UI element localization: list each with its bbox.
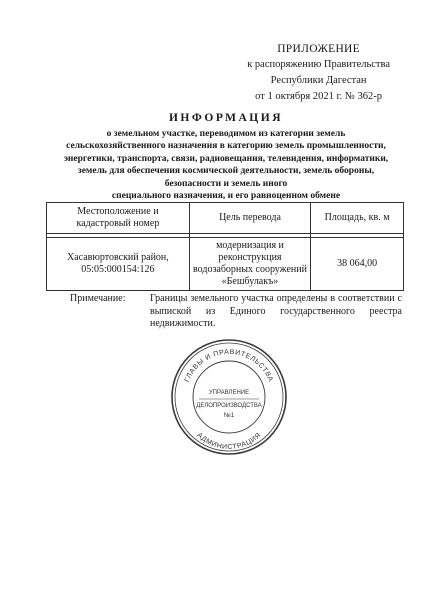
header-area: Площадь, кв. м bbox=[311, 203, 404, 234]
cell-location bbox=[47, 238, 190, 291]
header-location bbox=[47, 203, 190, 234]
header-location-line-2: кадастровый номер bbox=[76, 218, 160, 229]
stamp-ring-bottom-text: АДМИНИСТРАЦИЯ bbox=[195, 431, 263, 452]
heading-line-5: безопасности и земель иного bbox=[164, 178, 288, 189]
land-info-table bbox=[46, 202, 404, 291]
info-heading bbox=[50, 112, 402, 203]
heading-line-1: о земельном участке, переводимом из категории земель bbox=[106, 128, 346, 139]
location-district: Хасавюртовский район, bbox=[67, 252, 169, 263]
heading-line-3: энергетики, транспорта, связи, радиовещания, телевидения, информатики, bbox=[63, 153, 389, 164]
stamp-center-line-3: №1 bbox=[223, 412, 235, 419]
header-purpose: Цель перевода bbox=[189, 203, 310, 234]
cell-area: 38 064,00 bbox=[311, 238, 404, 291]
table-header-row bbox=[47, 203, 404, 234]
cadastral-number: 05:05:000154:126 bbox=[81, 264, 155, 275]
info-title: ИНФОРМАЦИЯ bbox=[168, 112, 283, 124]
cell-purpose bbox=[189, 238, 310, 291]
stamp-ring-top-text: ГЛАВЫ И ПРАВИТЕЛЬСТВА bbox=[183, 348, 275, 384]
appendix-header bbox=[247, 41, 390, 105]
office-stamp bbox=[168, 336, 290, 458]
purpose-line-2: реконструкция bbox=[218, 252, 282, 263]
purpose-line-4: «Бешбулакъ» bbox=[221, 276, 279, 287]
stamp-center-line-2: ДЕЛОПРОИЗВОДСТВА bbox=[196, 403, 262, 409]
stamp-center-line-1: УПРАВЛЕНИЕ bbox=[208, 390, 250, 396]
purpose-line-3: водозаборных сооружений bbox=[193, 264, 307, 275]
heading-line-2: сельскохозяйственного назначения в категорию земель промышленности, bbox=[66, 141, 386, 151]
note-label: Примечание: bbox=[70, 293, 126, 304]
appendix-line-1: к распоряжению Правительства bbox=[247, 59, 390, 70]
appendix-line-3: от 1 октября 2021 г. № 362-р bbox=[255, 91, 383, 102]
heading-line-6: специального назначения, и его равноценном обмене bbox=[111, 191, 341, 201]
appendix-title: ПРИЛОЖЕНИЕ bbox=[277, 43, 360, 55]
appendix-line-2: Республики Дагестан bbox=[270, 75, 367, 86]
note-text: Границы земельного участка определены в соответствии с выпиской из Единого государственного реестра недвижимости. bbox=[150, 293, 402, 329]
heading-line-4: земель для обеспечения космической деятельности, земель обороны, bbox=[77, 166, 375, 176]
table-row bbox=[47, 238, 404, 291]
header-location-line-1: Местоположение и bbox=[77, 206, 159, 217]
purpose-line-1: модернизация и bbox=[216, 240, 284, 251]
